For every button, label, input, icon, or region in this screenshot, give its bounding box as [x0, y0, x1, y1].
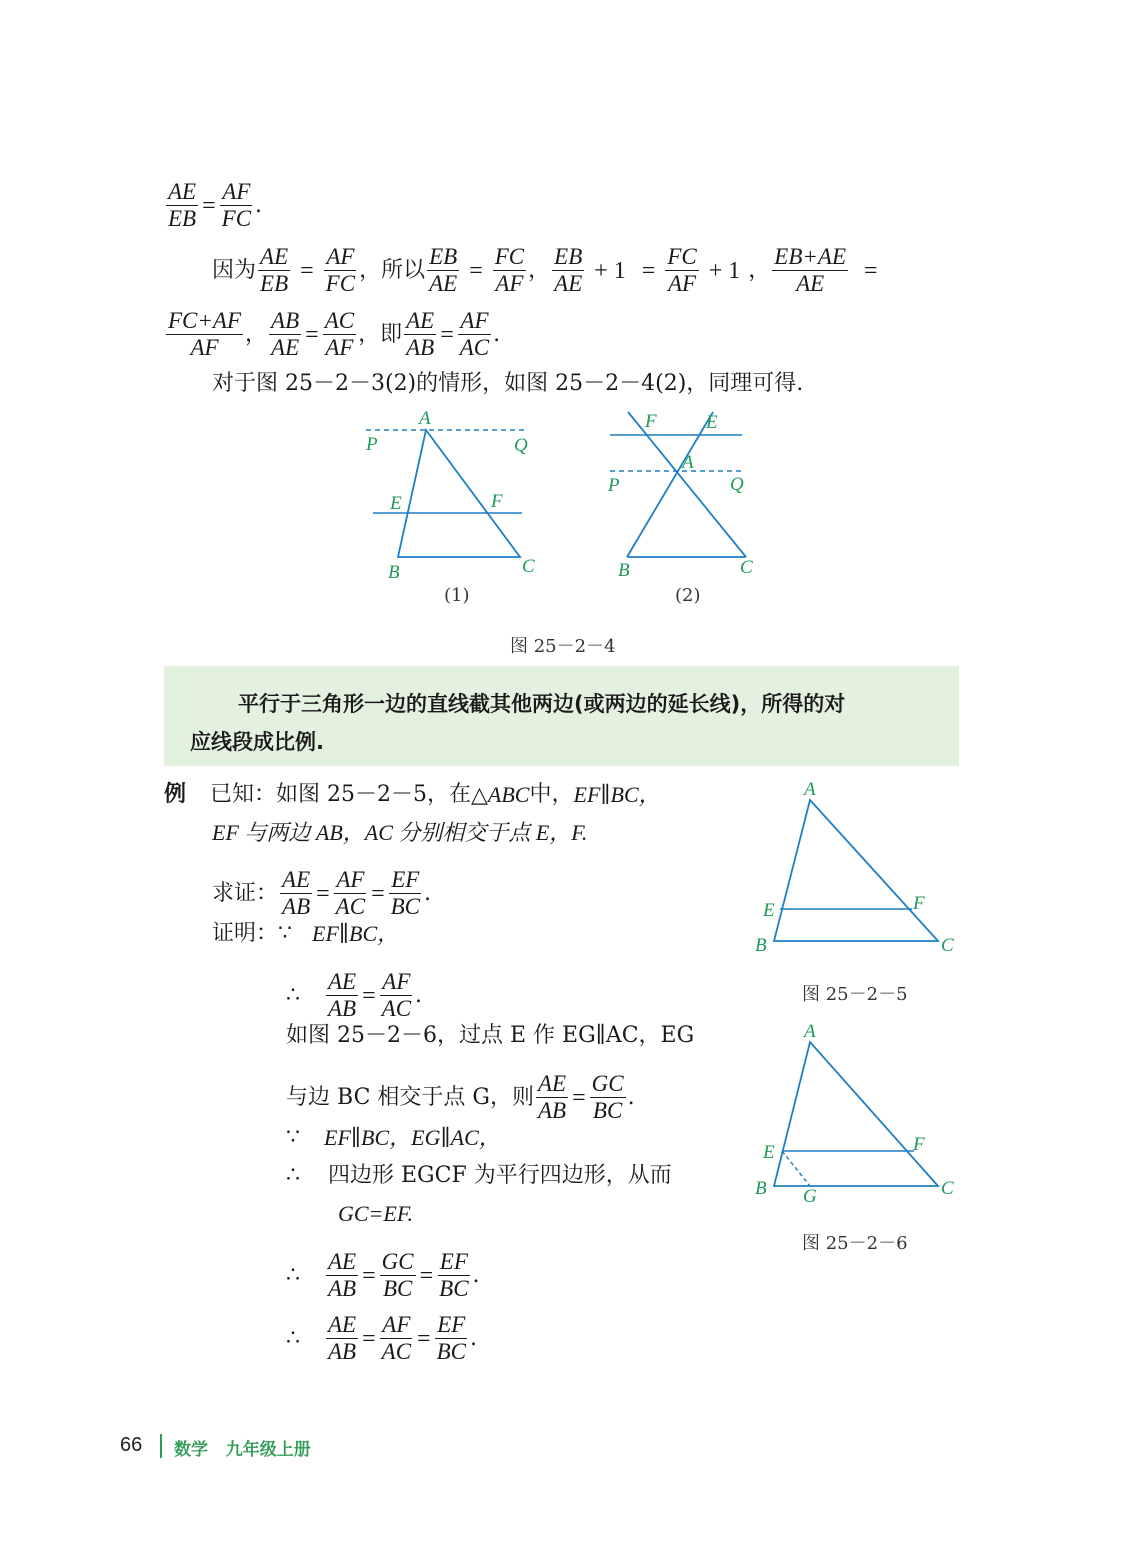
proof-line-2: ∴ $\frac{AE}{AB}$ = $\frac{AF}{AC}$ .: [286, 969, 423, 1021]
figure-25-2-5: [750, 778, 960, 958]
label-e: E: [763, 900, 775, 921]
label-b: B: [388, 562, 400, 583]
fraction-af-fc: $\frac{AF}{FC}$: [221, 179, 252, 231]
label-g: G: [803, 1186, 817, 1207]
footer-divider: [160, 1434, 162, 1458]
proof-line-6: ∴ 四边形 EGCF 为平行四边形，从而: [286, 1163, 672, 1188]
label-a: A: [682, 452, 694, 473]
proof-line-7: GC=EF.: [338, 1201, 413, 1226]
equation-line-2: 因为 $\frac{AE}{EB}$ = $\frac{AF}{FC}$ ，所以 $\frac{EB}{AE}$ = $\frac{FC}{AF}$ ， $\frac{EB}{AE}$ + 1 = $\frac{FC}{AF}$ + 1 ， $\frac{EB+AE}{AE}$ =: [212, 244, 878, 296]
book-title: 数学 九年级上册: [174, 1440, 311, 1460]
label-c: C: [941, 1178, 954, 1199]
label-a: A: [804, 779, 816, 800]
label-e: E: [390, 493, 402, 514]
figure-caption-25-2-5: 图 25－2－5: [802, 984, 908, 1005]
equation-line-3: $\frac{FC+AF}{AF}$ ， $\frac{AB}{AE}$ = $\frac{AC}{AF}$ ，即 $\frac{AE}{AB}$ = $\frac{AF}{AC}$ .: [168, 308, 501, 360]
label-b: B: [755, 1178, 767, 1199]
page-number: 66: [120, 1434, 143, 1456]
figure-25-2-6: [750, 1020, 960, 1210]
label-a: A: [804, 1021, 816, 1042]
label-a: A: [419, 408, 431, 429]
label-f: F: [491, 491, 503, 512]
label-q: Q: [730, 474, 744, 495]
proof-line-3: 如图 25－2－6，过点 E 作 EG∥AC，EG: [286, 1023, 695, 1048]
proof-line-5: ∵ EF∥BC，EG∥AC，: [286, 1125, 501, 1150]
label-p: P: [366, 434, 378, 455]
proof-line-9: ∴ $\frac{AE}{AB}$ = $\frac{AF}{AC}$ = $\frac{EF}{BC}$ .: [286, 1312, 477, 1364]
proof-line-1: 证明： ∵ EF∥BC，: [212, 921, 400, 946]
example-label: 例: [164, 782, 187, 807]
label-f: F: [645, 411, 657, 432]
example-given-line-1: 例 已知：如图 25－2－5，在 △ABC 中， EF∥BC，: [164, 782, 661, 807]
label-c: C: [740, 557, 753, 578]
theorem-line-2: 应线段成比例.: [190, 730, 324, 754]
label-f: F: [913, 1134, 925, 1155]
figure-25-2-4-2: [600, 405, 770, 585]
paragraph-line-4: 对于图 25－2－3(2)的情形，如图 25－2－4(2)，同理可得.: [212, 371, 804, 396]
prove-line: 求证： $\frac{AE}{AB}$ = $\frac{AF}{AC}$ = $\frac{EF}{BC}$ .: [212, 867, 431, 919]
equation-line-1: $\frac{AE}{EB}$ = $\frac{AF}{FC}$ .: [168, 179, 263, 231]
subcaption-2: (2): [675, 585, 701, 606]
label-p: P: [608, 475, 620, 496]
theorem-box: [164, 666, 959, 766]
label-b: B: [618, 560, 630, 581]
label-e: E: [706, 412, 718, 433]
example-given-line-2: EF 与两边 AB，AC 分别相交于点 E，F.: [212, 820, 588, 845]
fraction-ae-eb: $\frac{AE}{EB}$: [168, 179, 197, 231]
label-c: C: [941, 935, 954, 956]
theorem-line-1: 平行于三角形一边的直线截其他两边(或两边的延长线)，所得的对: [238, 692, 846, 716]
proof-line-4: 与边 BC 相交于点 G，则 $\frac{AE}{AB}$ = $\frac{GC}{BC}$ .: [286, 1071, 635, 1123]
proof-line-8: ∴ $\frac{AE}{AB}$ = $\frac{GC}{BC}$ = $\frac{EF}{BC}$ .: [286, 1249, 480, 1301]
label-f: F: [913, 893, 925, 914]
label-b: B: [755, 935, 767, 956]
figure-caption-25-2-6: 图 25－2－6: [802, 1233, 908, 1254]
subcaption-1: (1): [444, 585, 470, 606]
label-e: E: [763, 1142, 775, 1163]
label-q: Q: [514, 435, 528, 456]
label-c: C: [522, 556, 535, 577]
figure-25-2-4-1: [360, 405, 540, 585]
figure-caption-25-2-4: 图 25－2－4: [510, 636, 616, 657]
